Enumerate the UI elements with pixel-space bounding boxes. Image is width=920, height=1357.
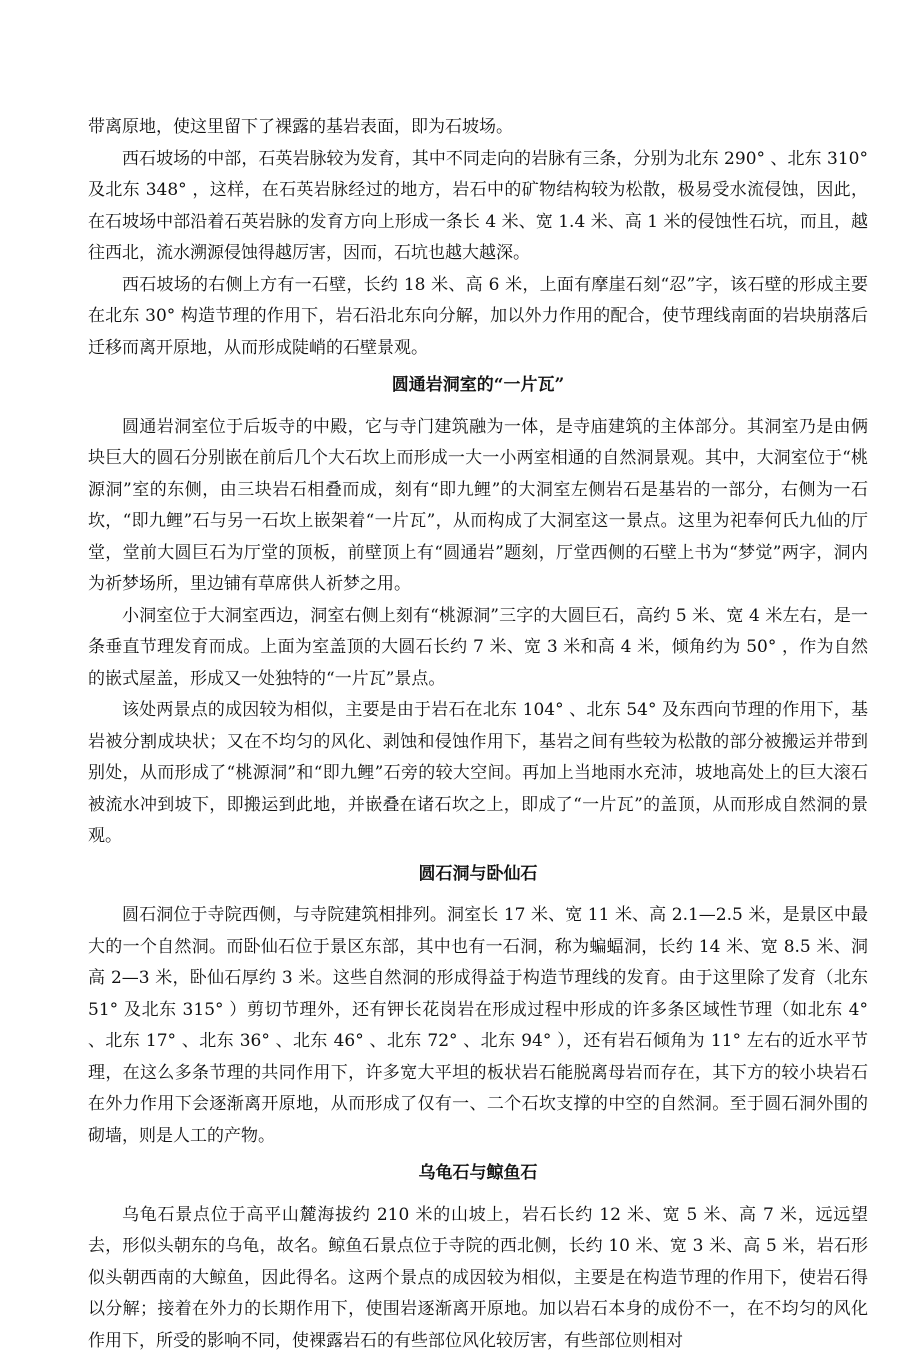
paragraph: 圆石洞位于寺院西侧，与寺院建筑相排列。洞室长 17 米、宽 11 米、高 2.1—2.5 米，是景区中最大的一个自然洞。而卧仙石位于景区东部，其中也有一石洞，称为蝙蝠洞，长约 14 米、宽 8.5 米、洞高 2—3 米，卧仙石厚约 3 米。这些自然洞的形成得益于构造节理线的发育。由于这里除了发育（北东 51° 及北东 315° ）剪切节理外，还有钾长花岗岩在形成过程中形成的许多条区域性节理（如北东 4° 、北东 17° 、北东 36° 、北东 46° 、北东 72° 、北东 94° ），还有岩石倾角为 11° 左右的近水平节理，在这么多条节理的共同作用下，许多宽大平坦的板状岩石能脱离母岩而存在，其下方的较小块岩石在外力作用下会逐渐离开原地，从而形成了仅有一、二个石坎支撑的中空的自然洞。至于圆石洞外围的砌墙，则是人工的产物。: [88, 900, 868, 1152]
paragraph: 西石坡场的中部，石英岩脉较为发育，其中不同走向的岩脉有三条，分别为北东 290° 、北东 310° 及北东 348° ，这样，在石英岩脉经过的地方，岩石中的矿物结构较为松散，极易受水流侵蚀，因此，在石坡场中部沿着石英岩脉的发育方向上形成一条长 4 米、宽 1.4 米、高 1 米的侵蚀性石坑，而且，越往西北，流水溯源侵蚀得越厉害，因而，石坑也越大越深。: [88, 144, 868, 270]
paragraph: 带离原地，使这里留下了裸露的基岩表面，即为石坡场。: [88, 112, 868, 144]
section-heading: 圆通岩洞室的“一片瓦”: [88, 370, 868, 402]
document-page: [88, 112, 868, 1357]
section-heading: 乌龟石与鲸鱼石: [88, 1158, 868, 1190]
section-heading: 圆石洞与卧仙石: [88, 859, 868, 891]
paragraph: 西石坡场的右侧上方有一石壁，长约 18 米、高 6 米，上面有摩崖石刻“忍”字，该石壁的形成主要在北东 30° 构造节理的作用下，岩石沿北东向分解，加以外力作用的配合，使节理线南面的岩块崩落后迁移而离开原地，从而形成陡峭的石壁景观。: [88, 270, 868, 365]
paragraph: 小洞室位于大洞室西边，洞室右侧上刻有“桃源洞”三字的大圆巨石，高约 5 米、宽 4 米左右，是一条垂直节理发育而成。上面为室盖顶的大圆石长约 7 米、宽 3 米和高 4 米，倾角约为 50° ，作为自然的嵌式屋盖，形成又一处独特的“一片瓦”景点。: [88, 601, 868, 696]
paragraph: 乌龟石景点位于高平山麓海拔约 210 米的山坡上，岩石长约 12 米、宽 5 米、高 7 米，远远望去，形似头朝东的乌龟，故名。鲸鱼石景点位于寺院的西北侧，长约 10 米、宽 3 米、高 5 米，岩石形似头朝西南的大鲸鱼，因此得名。这两个景点的成因较为相似，主要是在构造节理的作用下，使岩石得以分解；接着在外力的长期作用下，使围岩逐渐离开原地。加以岩石本身的成份不一，在不均匀的风化作用下，所受的影响不同，使裸露岩石的有些部位风化较厉害，有些部位则相对: [88, 1200, 868, 1357]
paragraph: 该处两景点的成因较为相似，主要是由于岩石在北东 104° 、北东 54° 及东西向节理的作用下，基岩被分割成块状；又在不均匀的风化、剥蚀和侵蚀作用下，基岩之间有些较为松散的部分被搬运并带到别处，从而形成了“桃源洞”和“即九鲤”石旁的较大空间。再加上当地雨水充沛，坡地高处上的巨大滚石被流水冲到坡下，即搬运到此地，并嵌叠在诸石坎之上，即成了“一片瓦”的盖顶，从而形成自然洞的景观。: [88, 695, 868, 853]
paragraph: 圆通岩洞室位于后坂寺的中殿，它与寺门建筑融为一体，是寺庙建筑的主体部分。其洞室乃是由俩块巨大的圆石分别嵌在前后几个大石坎上而形成一大一小两室相通的自然洞景观。其中，大洞室位于“桃源洞”室的东侧，由三块岩石相叠而成，刻有“即九鲤”的大洞室左侧岩石是基岩的一部分，右侧为一石坎，“即九鲤”石与另一石坎上嵌架着“一片瓦”，从而构成了大洞室这一景点。这里为祀奉何氏九仙的厅堂，堂前大圆巨石为厅堂的顶板，前壁顶上有“圆通岩”题刻，厅堂西侧的石壁上书为“梦觉”两字，洞内为祈梦场所，里边铺有草席供人祈梦之用。: [88, 412, 868, 601]
